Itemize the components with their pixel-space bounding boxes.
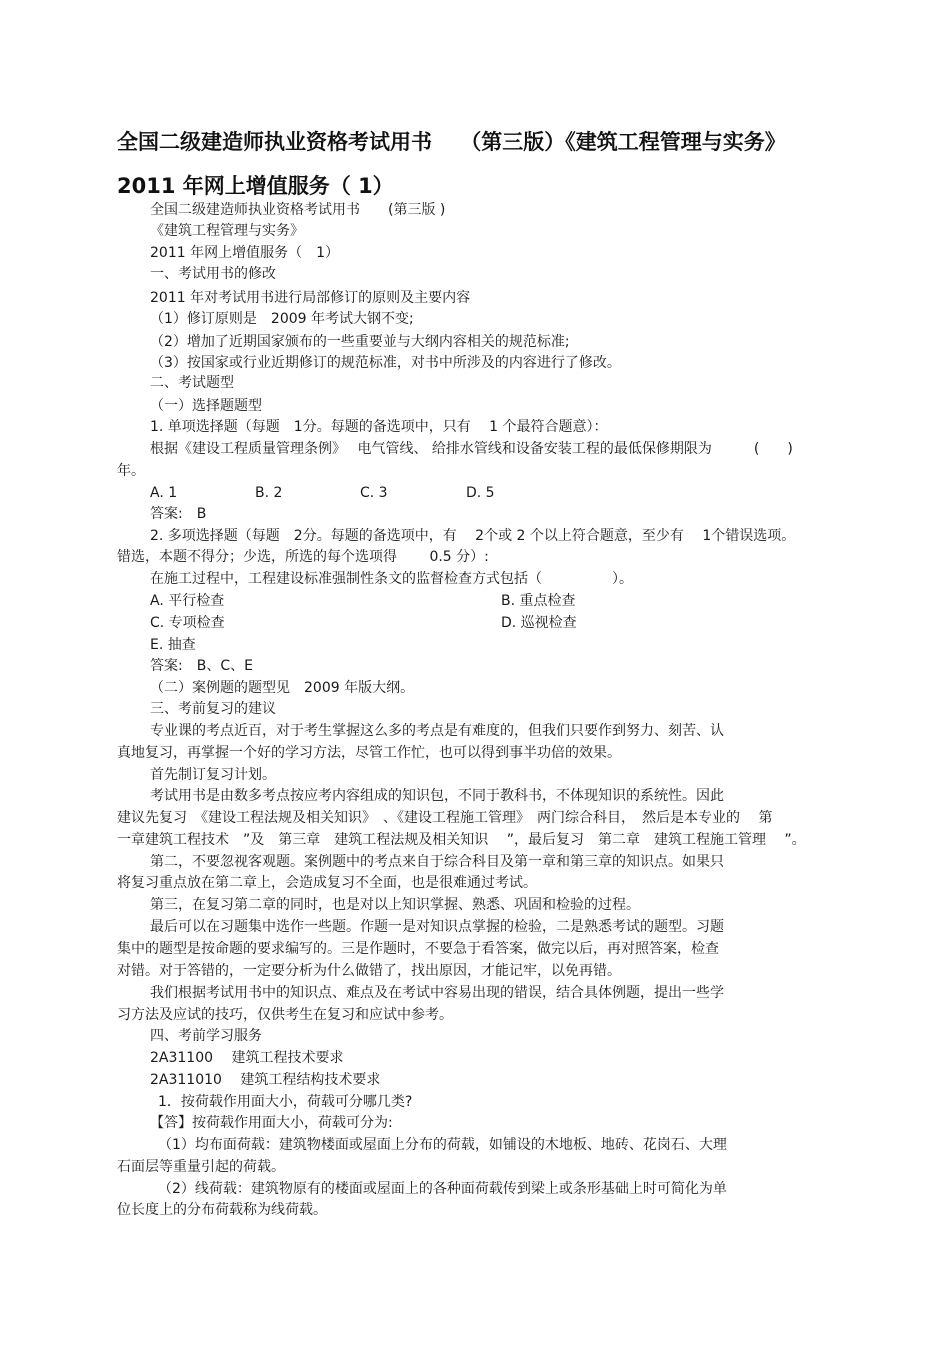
option-b: B. 重点检查 [501,593,576,609]
question-line: 2. 多项选择题（每题 2分。每题的备选项中，有 2个或 2 个以上符合题意，至少有 1个错误选项。 [150,528,796,544]
answer-line: 【答】按荷载作用面大小，荷载可分为: [150,1115,393,1131]
paragraph-line: 石面层等重量引起的荷载。 [117,1159,285,1175]
doc-title-line2: 2011 年网上增值服务（ 1） [117,174,394,198]
paragraph-line: 对错。对于答错的，一定要分析为什么做错了，找出原因，才能记牢，以免再错。 [117,963,621,979]
paragraph-line: 一章建筑工程技术 ”及 第三章 建筑工程法规及相关知识 ”，最后复习 第二章 建筑工程施工管理 ”。 [117,832,806,848]
section-heading: 四、考前学习服务 [150,1028,262,1044]
question-line: 在施工过程中，工程建设标准强制性条文的监督检查方式包括（ ）。 [150,571,633,587]
text-line: 《建筑工程管理与实务》 [150,223,304,239]
question-line: 错选，本题不得分；少选，所选的每个选项得 0.5 分）: [117,549,489,565]
option-c: C. 专项检查 [150,615,225,631]
section-heading: 三、考前复习的建议 [150,701,276,717]
paragraph-line: 建议先复习 《建设工程法规及相关知识》 、《建设工程施工管理》 两门综合科目， 然后是本专业的 第 [117,810,773,826]
option-e: E. 抽查 [150,637,196,653]
paragraph-line: 将复习重点放在第二章上，会造成复习不全面，也是很难通过考试。 [117,875,537,891]
paragraph-line: 位长度上的分布荷载称为线荷载。 [117,1202,327,1218]
paragraph-line: （1）均布面荷载：建筑物楼面或屋面上分布的荷载，如铺设的木地板、地砖、花岗石、大理 [158,1137,727,1153]
paragraph-line: 第三，在复习第二章的同时，也是对以上知识掌握、熟悉、巩固和检验的过程。 [150,897,640,913]
section-heading: 二、考试题型 [150,375,234,391]
text-line: 2011 年网上增值服务（ 1） [150,245,339,261]
option-a: A. 1 [150,485,178,501]
doc-title-line1: 全国二级建造师执业资格考试用书 （第三版）《建筑工程管理与实务》 [117,130,786,154]
paragraph-line: 第二，不要忽视客观题。案例题中的考点来自于综合科目及第一章和第三章的知识点。如果只 [150,854,724,870]
question-line: 1．按荷载作用面大小，荷载可分哪几类? [158,1094,413,1110]
text-line: （二）案例题的题型见 2009 年版大纲。 [150,680,415,696]
paragraph-line: 首先制订复习计划。 [150,767,276,783]
paragraph-line: 真地复习，再掌握一个好的学习方法，尽管工作忙，也可以得到事半功倍的效果。 [117,745,621,761]
section-heading: 一、考试用书的修改 [150,266,276,282]
text-line: 全国二级建造师执业资格考试用书 (第三版 ) [150,202,446,218]
option-d: D. 巡视检查 [501,615,577,631]
question-line: 年。 [117,463,145,479]
paragraph-line: 习方法及应试的技巧，仅供考生在复习和应试中参考。 [117,1007,453,1023]
code-heading: 2A31100 建筑工程技术要求 [150,1050,344,1066]
paragraph-line: 考试用书是由数多考点按应考内容组成的知识包，不同于教科书，不体现知识的系统性。因此 [150,788,724,804]
option-a: A. 平行检查 [150,593,225,609]
text-line: （3）按国家或行业近期修订的规范标准，对书中所涉及的内容进行了修改。 [150,355,621,371]
text-line: 2011 年对考试用书进行局部修订的原则及主要内容 [150,290,471,306]
text-line: （一）选择题题型 [150,398,262,414]
answer-line: 答案: B [150,506,207,522]
option-b: B. 2 [255,485,283,501]
question-line: 1. 单项选择题（每题 1分。每题的备选项中，只有 1 个最符合题意）： [150,419,608,435]
paragraph-line: 专业课的考点近百，对于考生掌握这么多的考点是有难度的，但我们只要作到努力、刻苦、认 [150,723,724,739]
paragraph-line: 集中的题型是按命题的要求编写的。三是作题时，不要急于看答案，做完以后，再对照答案，检查 [117,941,719,957]
paragraph-line: 最后可以在习题集中选作一些题。作题一是对知识点掌握的检验，二是熟悉考试的题型。习题 [150,919,724,935]
paragraph-line: （2）线荷载：建筑物原有的楼面或屋面上的各种面荷载传到梁上或条形基础上时可简化为单 [158,1181,727,1197]
option-d: D. 5 [466,485,495,501]
text-line: （2）增加了近期国家颁布的一些重要並与大纲内容相关的规范标准; [150,334,570,350]
option-c: C. 3 [360,485,388,501]
code-heading: 2A311010 建筑工程结构技术要求 [150,1072,381,1088]
text-line: （1）修订原则是 2009 年考试大钢不变; [150,311,414,327]
question-line: 根据《建设工程质量管理条例》 电气管线、 给排水管线和设备安装工程的最低保修期限为 ( ) [150,441,793,457]
paragraph-line: 我们根据考试用书中的知识点、难点及在考试中容易出现的错误，结合具体例题，提出一些学 [150,985,724,1001]
answer-line: 答案: B、C、E [150,658,253,674]
